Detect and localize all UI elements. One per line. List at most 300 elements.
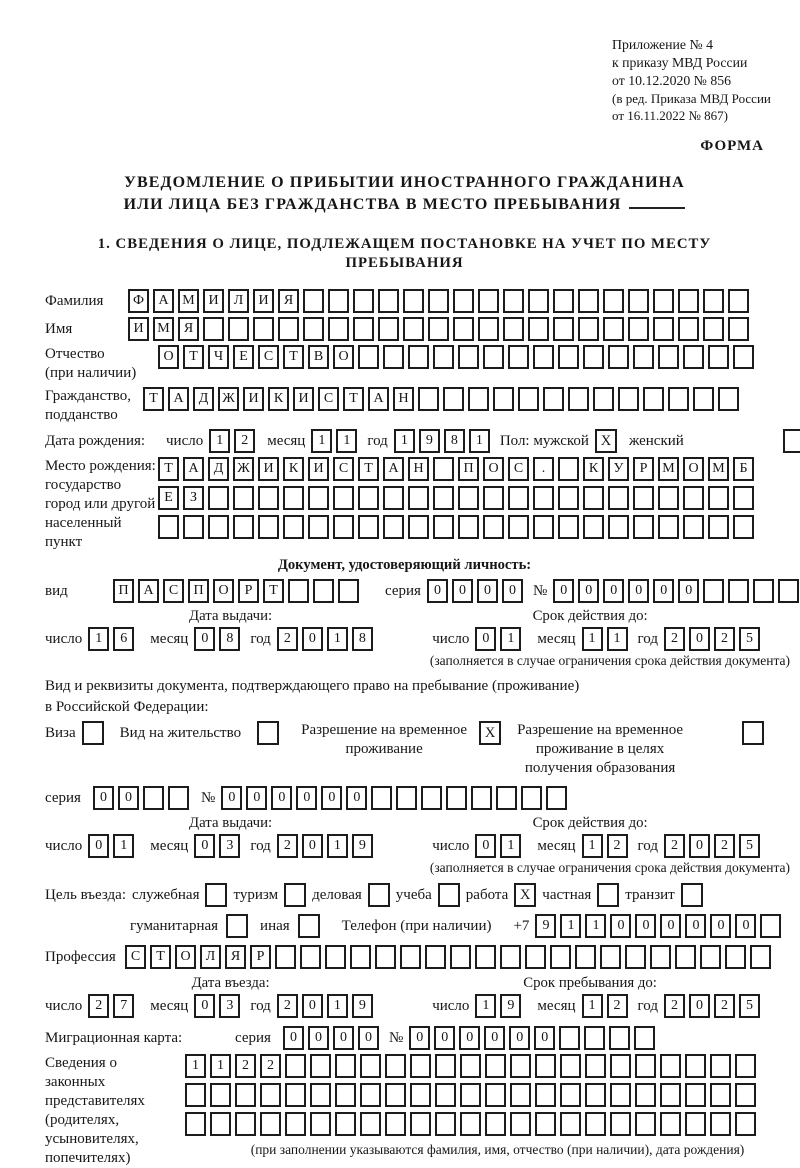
char-cell[interactable]: 2 — [277, 834, 298, 858]
char-cell[interactable] — [583, 515, 604, 539]
char-cell[interactable]: Я — [278, 289, 299, 313]
char-cell[interactable]: А — [168, 387, 189, 411]
char-cell[interactable] — [710, 1083, 731, 1107]
char-cell[interactable] — [585, 1054, 606, 1078]
char-cell[interactable] — [325, 945, 346, 969]
char-cell[interactable] — [313, 579, 334, 603]
char-cell[interactable]: 0 — [88, 834, 109, 858]
char-cell[interactable]: 2 — [714, 994, 735, 1018]
char-cell[interactable]: 1 — [585, 914, 606, 938]
char-cell[interactable]: П — [113, 579, 134, 603]
char-cell[interactable]: И — [203, 289, 224, 313]
char-cell[interactable]: 0 — [427, 579, 448, 603]
char-cell[interactable] — [558, 457, 579, 481]
char-cell[interactable] — [485, 1054, 506, 1078]
char-cell[interactable] — [778, 579, 799, 603]
char-cell[interactable]: 1 — [475, 994, 496, 1018]
char-cell[interactable] — [608, 486, 629, 510]
char-cell[interactable] — [583, 486, 604, 510]
char-cell[interactable] — [703, 579, 724, 603]
char-cell[interactable]: Т — [343, 387, 364, 411]
char-cell[interactable] — [450, 945, 471, 969]
char-cell[interactable]: И — [308, 457, 329, 481]
char-cell[interactable]: К — [283, 457, 304, 481]
char-cell[interactable] — [183, 515, 204, 539]
char-cell[interactable] — [535, 1083, 556, 1107]
char-cell[interactable]: М — [708, 457, 729, 481]
char-cell[interactable]: С — [125, 945, 146, 969]
char-cell[interactable]: С — [318, 387, 339, 411]
char-cell[interactable] — [378, 317, 399, 341]
char-cell[interactable] — [533, 345, 554, 369]
char-cell[interactable]: 1 — [560, 914, 581, 938]
char-cell[interactable]: И — [128, 317, 149, 341]
char-cell[interactable]: Т — [283, 345, 304, 369]
char-cell[interactable] — [575, 945, 596, 969]
char-cell[interactable] — [433, 515, 454, 539]
char-cell[interactable]: Т — [143, 387, 164, 411]
char-cell[interactable] — [660, 1083, 681, 1107]
char-cell[interactable] — [633, 515, 654, 539]
char-cell[interactable] — [710, 1112, 731, 1136]
char-cell[interactable]: О — [683, 457, 704, 481]
char-cell[interactable] — [508, 486, 529, 510]
char-cell[interactable]: 0 — [302, 994, 323, 1018]
char-cell[interactable] — [593, 387, 614, 411]
char-cell[interactable] — [658, 515, 679, 539]
visa-checkbox[interactable] — [82, 721, 104, 745]
char-cell[interactable] — [468, 387, 489, 411]
purpose-humanitarian-checkbox[interactable] — [226, 914, 248, 938]
char-cell[interactable] — [559, 1026, 580, 1050]
char-cell[interactable] — [285, 1054, 306, 1078]
char-cell[interactable] — [708, 515, 729, 539]
char-cell[interactable]: Т — [158, 457, 179, 481]
char-cell[interactable] — [708, 345, 729, 369]
char-cell[interactable]: 1 — [185, 1054, 206, 1078]
char-cell[interactable] — [678, 289, 699, 313]
char-cell[interactable]: 2 — [664, 994, 685, 1018]
char-cell[interactable] — [635, 1054, 656, 1078]
char-cell[interactable] — [710, 1054, 731, 1078]
char-cell[interactable] — [458, 515, 479, 539]
char-cell[interactable] — [328, 317, 349, 341]
char-cell[interactable] — [300, 945, 321, 969]
char-cell[interactable]: О — [158, 345, 179, 369]
char-cell[interactable]: 0 — [302, 627, 323, 651]
char-cell[interactable]: Ч — [208, 345, 229, 369]
char-cell[interactable] — [558, 515, 579, 539]
char-cell[interactable]: 1 — [582, 834, 603, 858]
char-cell[interactable] — [546, 786, 567, 810]
char-cell[interactable] — [433, 486, 454, 510]
char-cell[interactable]: И — [253, 289, 274, 313]
char-cell[interactable]: 2 — [277, 994, 298, 1018]
char-cell[interactable]: 2 — [607, 834, 628, 858]
char-cell[interactable] — [485, 1083, 506, 1107]
char-cell[interactable] — [360, 1083, 381, 1107]
char-cell[interactable] — [203, 317, 224, 341]
char-cell[interactable] — [633, 345, 654, 369]
char-cell[interactable]: 2 — [714, 834, 735, 858]
char-cell[interactable]: Т — [183, 345, 204, 369]
char-cell[interactable] — [660, 1054, 681, 1078]
char-cell[interactable] — [578, 317, 599, 341]
char-cell[interactable] — [618, 387, 639, 411]
char-cell[interactable] — [558, 345, 579, 369]
char-cell[interactable]: 0 — [194, 994, 215, 1018]
char-cell[interactable]: 9 — [535, 914, 556, 938]
char-cell[interactable] — [410, 1112, 431, 1136]
char-cell[interactable]: 0 — [635, 914, 656, 938]
char-cell[interactable] — [508, 345, 529, 369]
char-cell[interactable] — [278, 317, 299, 341]
char-cell[interactable] — [258, 515, 279, 539]
char-cell[interactable] — [493, 387, 514, 411]
char-cell[interactable] — [400, 945, 421, 969]
char-cell[interactable]: О — [213, 579, 234, 603]
char-cell[interactable] — [308, 486, 329, 510]
char-cell[interactable] — [609, 1026, 630, 1050]
char-cell[interactable] — [700, 945, 721, 969]
char-cell[interactable] — [338, 579, 359, 603]
purpose-study-checkbox[interactable] — [438, 883, 460, 907]
char-cell[interactable] — [608, 515, 629, 539]
char-cell[interactable]: 2 — [277, 627, 298, 651]
char-cell[interactable] — [303, 289, 324, 313]
char-cell[interactable] — [603, 317, 624, 341]
char-cell[interactable] — [233, 515, 254, 539]
char-cell[interactable]: Е — [233, 345, 254, 369]
char-cell[interactable]: Т — [358, 457, 379, 481]
char-cell[interactable]: 9 — [352, 834, 373, 858]
char-cell[interactable]: Я — [178, 317, 199, 341]
char-cell[interactable] — [608, 345, 629, 369]
char-cell[interactable]: И — [243, 387, 264, 411]
char-cell[interactable] — [310, 1083, 331, 1107]
char-cell[interactable] — [508, 515, 529, 539]
char-cell[interactable]: К — [268, 387, 289, 411]
char-cell[interactable]: 0 — [553, 579, 574, 603]
char-cell[interactable] — [500, 945, 521, 969]
char-cell[interactable]: 1 — [582, 627, 603, 651]
char-cell[interactable] — [693, 387, 714, 411]
char-cell[interactable] — [558, 486, 579, 510]
char-cell[interactable] — [408, 486, 429, 510]
char-cell[interactable] — [360, 1054, 381, 1078]
char-cell[interactable]: И — [258, 457, 279, 481]
char-cell[interactable]: 2 — [88, 994, 109, 1018]
char-cell[interactable]: Р — [250, 945, 271, 969]
char-cell[interactable] — [333, 515, 354, 539]
char-cell[interactable]: 2 — [664, 627, 685, 651]
char-cell[interactable] — [668, 387, 689, 411]
char-cell[interactable]: И — [293, 387, 314, 411]
char-cell[interactable] — [435, 1112, 456, 1136]
char-cell[interactable] — [460, 1054, 481, 1078]
char-cell[interactable] — [553, 317, 574, 341]
char-cell[interactable]: С — [258, 345, 279, 369]
char-cell[interactable]: 0 — [452, 579, 473, 603]
char-cell[interactable] — [253, 317, 274, 341]
char-cell[interactable]: 0 — [710, 914, 731, 938]
char-cell[interactable]: 0 — [689, 627, 710, 651]
char-cell[interactable] — [633, 486, 654, 510]
char-cell[interactable] — [158, 515, 179, 539]
char-cell[interactable] — [335, 1112, 356, 1136]
char-cell[interactable] — [433, 457, 454, 481]
char-cell[interactable]: 0 — [660, 914, 681, 938]
char-cell[interactable] — [233, 486, 254, 510]
char-cell[interactable] — [543, 387, 564, 411]
char-cell[interactable]: С — [333, 457, 354, 481]
char-cell[interactable] — [703, 317, 724, 341]
char-cell[interactable] — [435, 1054, 456, 1078]
char-cell[interactable] — [453, 289, 474, 313]
char-cell[interactable]: 0 — [194, 834, 215, 858]
char-cell[interactable] — [725, 945, 746, 969]
char-cell[interactable] — [310, 1112, 331, 1136]
char-cell[interactable]: 1 — [327, 834, 348, 858]
char-cell[interactable]: 1 — [113, 834, 134, 858]
char-cell[interactable] — [275, 945, 296, 969]
char-cell[interactable] — [383, 515, 404, 539]
char-cell[interactable]: А — [383, 457, 404, 481]
char-cell[interactable]: 1 — [500, 627, 521, 651]
char-cell[interactable]: Ж — [233, 457, 254, 481]
char-cell[interactable]: 0 — [333, 1026, 354, 1050]
char-cell[interactable]: О — [333, 345, 354, 369]
char-cell[interactable]: 1 — [327, 627, 348, 651]
char-cell[interactable]: 0 — [409, 1026, 430, 1050]
char-cell[interactable] — [328, 289, 349, 313]
char-cell[interactable] — [350, 945, 371, 969]
char-cell[interactable]: 2 — [664, 834, 685, 858]
char-cell[interactable]: 0 — [302, 834, 323, 858]
char-cell[interactable] — [503, 289, 524, 313]
char-cell[interactable] — [310, 1054, 331, 1078]
char-cell[interactable]: Л — [200, 945, 221, 969]
char-cell[interactable] — [210, 1083, 231, 1107]
char-cell[interactable]: 0 — [308, 1026, 329, 1050]
char-cell[interactable] — [285, 1112, 306, 1136]
char-cell[interactable] — [675, 945, 696, 969]
char-cell[interactable] — [383, 345, 404, 369]
char-cell[interactable]: 1 — [336, 429, 357, 453]
char-cell[interactable]: С — [508, 457, 529, 481]
char-cell[interactable] — [735, 1054, 756, 1078]
char-cell[interactable] — [446, 786, 467, 810]
char-cell[interactable]: 5 — [739, 627, 760, 651]
char-cell[interactable] — [385, 1083, 406, 1107]
char-cell[interactable] — [435, 1083, 456, 1107]
char-cell[interactable] — [478, 317, 499, 341]
char-cell[interactable]: 5 — [739, 994, 760, 1018]
char-cell[interactable] — [585, 1083, 606, 1107]
char-cell[interactable] — [496, 786, 517, 810]
char-cell[interactable]: 0 — [735, 914, 756, 938]
char-cell[interactable] — [358, 486, 379, 510]
char-cell[interactable]: 0 — [678, 579, 699, 603]
char-cell[interactable] — [185, 1112, 206, 1136]
char-cell[interactable] — [433, 345, 454, 369]
char-cell[interactable] — [628, 317, 649, 341]
char-cell[interactable]: С — [163, 579, 184, 603]
char-cell[interactable] — [208, 515, 229, 539]
char-cell[interactable]: 1 — [210, 1054, 231, 1078]
char-cell[interactable] — [483, 515, 504, 539]
char-cell[interactable] — [643, 387, 664, 411]
char-cell[interactable] — [403, 317, 424, 341]
char-cell[interactable] — [560, 1083, 581, 1107]
char-cell[interactable]: 9 — [352, 994, 373, 1018]
char-cell[interactable] — [568, 387, 589, 411]
char-cell[interactable] — [385, 1054, 406, 1078]
char-cell[interactable] — [625, 945, 646, 969]
purpose-transit-checkbox[interactable] — [681, 883, 703, 907]
char-cell[interactable]: 0 — [689, 834, 710, 858]
char-cell[interactable] — [303, 317, 324, 341]
char-cell[interactable]: Я — [225, 945, 246, 969]
char-cell[interactable] — [683, 345, 704, 369]
char-cell[interactable] — [260, 1112, 281, 1136]
char-cell[interactable] — [585, 1112, 606, 1136]
purpose-other-checkbox[interactable] — [298, 914, 320, 938]
char-cell[interactable]: 8 — [352, 627, 373, 651]
char-cell[interactable] — [600, 945, 621, 969]
char-cell[interactable]: 0 — [93, 786, 114, 810]
char-cell[interactable] — [410, 1054, 431, 1078]
char-cell[interactable] — [358, 515, 379, 539]
char-cell[interactable]: 7 — [113, 994, 134, 1018]
char-cell[interactable]: З — [183, 486, 204, 510]
char-cell[interactable] — [685, 1083, 706, 1107]
char-cell[interactable] — [353, 289, 374, 313]
char-cell[interactable] — [628, 289, 649, 313]
char-cell[interactable] — [653, 317, 674, 341]
char-cell[interactable]: 1 — [469, 429, 490, 453]
char-cell[interactable]: 2 — [714, 627, 735, 651]
char-cell[interactable] — [143, 786, 164, 810]
char-cell[interactable] — [750, 945, 771, 969]
char-cell[interactable]: Д — [208, 457, 229, 481]
char-cell[interactable]: 0 — [459, 1026, 480, 1050]
char-cell[interactable] — [283, 515, 304, 539]
char-cell[interactable]: 0 — [578, 579, 599, 603]
char-cell[interactable]: Е — [158, 486, 179, 510]
char-cell[interactable]: П — [458, 457, 479, 481]
char-cell[interactable]: 0 — [434, 1026, 455, 1050]
char-cell[interactable]: 2 — [235, 1054, 256, 1078]
char-cell[interactable] — [503, 317, 524, 341]
char-cell[interactable]: . — [533, 457, 554, 481]
char-cell[interactable] — [635, 1112, 656, 1136]
char-cell[interactable]: 0 — [194, 627, 215, 651]
char-cell[interactable]: 1 — [582, 994, 603, 1018]
char-cell[interactable] — [685, 1054, 706, 1078]
char-cell[interactable] — [553, 289, 574, 313]
char-cell[interactable] — [235, 1083, 256, 1107]
char-cell[interactable]: 0 — [603, 579, 624, 603]
temp-residence-checkbox[interactable]: X — [479, 721, 501, 745]
char-cell[interactable] — [528, 317, 549, 341]
char-cell[interactable]: 0 — [477, 579, 498, 603]
char-cell[interactable] — [635, 1083, 656, 1107]
char-cell[interactable] — [443, 387, 464, 411]
char-cell[interactable] — [425, 945, 446, 969]
char-cell[interactable] — [458, 486, 479, 510]
char-cell[interactable] — [560, 1054, 581, 1078]
char-cell[interactable] — [458, 345, 479, 369]
char-cell[interactable] — [258, 486, 279, 510]
char-cell[interactable] — [560, 1112, 581, 1136]
char-cell[interactable] — [483, 486, 504, 510]
char-cell[interactable] — [535, 1112, 556, 1136]
char-cell[interactable]: 0 — [296, 786, 317, 810]
char-cell[interactable] — [703, 289, 724, 313]
char-cell[interactable] — [578, 289, 599, 313]
char-cell[interactable] — [518, 387, 539, 411]
char-cell[interactable]: 2 — [607, 994, 628, 1018]
char-cell[interactable] — [358, 345, 379, 369]
purpose-business-checkbox[interactable] — [368, 883, 390, 907]
char-cell[interactable] — [733, 515, 754, 539]
char-cell[interactable]: 0 — [271, 786, 292, 810]
purpose-private-checkbox[interactable] — [597, 883, 619, 907]
char-cell[interactable] — [683, 486, 704, 510]
char-cell[interactable]: 1 — [500, 834, 521, 858]
temp-residence-education-checkbox[interactable] — [742, 721, 764, 745]
char-cell[interactable] — [485, 1112, 506, 1136]
char-cell[interactable] — [610, 1083, 631, 1107]
char-cell[interactable] — [403, 289, 424, 313]
char-cell[interactable]: А — [138, 579, 159, 603]
char-cell[interactable]: 2 — [260, 1054, 281, 1078]
char-cell[interactable] — [658, 345, 679, 369]
char-cell[interactable]: 0 — [321, 786, 342, 810]
char-cell[interactable]: К — [583, 457, 604, 481]
char-cell[interactable] — [478, 289, 499, 313]
female-checkbox[interactable] — [783, 429, 800, 453]
char-cell[interactable]: Р — [238, 579, 259, 603]
char-cell[interactable]: 0 — [610, 914, 631, 938]
char-cell[interactable] — [735, 1083, 756, 1107]
char-cell[interactable]: М — [178, 289, 199, 313]
male-checkbox[interactable]: X — [595, 429, 617, 453]
char-cell[interactable]: 0 — [484, 1026, 505, 1050]
residence-permit-checkbox[interactable] — [257, 721, 279, 745]
char-cell[interactable] — [660, 1112, 681, 1136]
char-cell[interactable]: 0 — [283, 1026, 304, 1050]
char-cell[interactable] — [308, 515, 329, 539]
char-cell[interactable] — [460, 1083, 481, 1107]
char-cell[interactable]: О — [175, 945, 196, 969]
char-cell[interactable]: 0 — [653, 579, 674, 603]
char-cell[interactable]: У — [608, 457, 629, 481]
char-cell[interactable]: 0 — [358, 1026, 379, 1050]
char-cell[interactable]: Ф — [128, 289, 149, 313]
char-cell[interactable]: 0 — [509, 1026, 530, 1050]
char-cell[interactable] — [658, 486, 679, 510]
char-cell[interactable] — [378, 289, 399, 313]
char-cell[interactable]: Л — [228, 289, 249, 313]
char-cell[interactable] — [210, 1112, 231, 1136]
char-cell[interactable] — [728, 579, 749, 603]
purpose-work-checkbox[interactable]: X — [514, 883, 536, 907]
char-cell[interactable] — [521, 786, 542, 810]
char-cell[interactable]: М — [153, 317, 174, 341]
char-cell[interactable] — [235, 1112, 256, 1136]
